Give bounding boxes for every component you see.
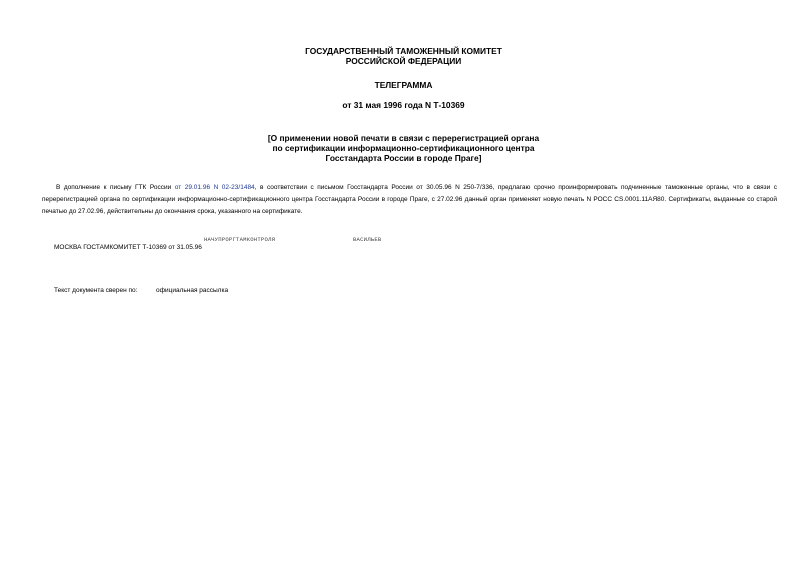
telegram-address: МОСКВА ГОСТАМКОМИТЕТ Т-10369 от 31.05.96 [54, 244, 202, 251]
title-line2: по сертификации информационно-сертификационного центра [272, 143, 535, 153]
verification-source: официальная рассылка [156, 287, 229, 294]
document-type: ТЕЛЕГРАММА [374, 80, 433, 90]
title-line1: [О применении новой печати в связи с перерегистрацией органа [267, 133, 540, 143]
document-header [0, 46, 807, 66]
body-paragraph [42, 182, 777, 218]
issuer-name-line2: РОССИЙСКОЙ ФЕДЕРАЦИИ [345, 56, 462, 66]
verification-label: Текст документа сверен по: [54, 287, 138, 294]
issuer-name-line1: ГОСУДАРСТВЕННЫЙ ТАМОЖЕННЫЙ КОМИТЕТ [305, 46, 502, 56]
title-line3: Госстандарта России в городе Праге] [325, 153, 482, 163]
document-date: от 31 мая 1996 года N Т-10369 [342, 100, 465, 110]
document-title [0, 133, 807, 163]
body-text-after-link: , в соответствии с письмом Госстандарта России от 30.05.96 N 250-7/336, предлагаю срочно проинформировать подчиненные таможенные органы, что в связи с перерегистрацией органа по сертификации информационно-сертификационного центра Госстандарта России в городе Праге, с 27.02.96 данный орган применяет новую печать N РОСС CS.0001.11АЯ80. Сертификаты, выданные со старой печатью до 27.02.96, действительны до окончания срока, указанного на сертификате. [42, 184, 777, 215]
signer-position: НАЧУПРОРГТАМКОНТРОЛЯ [204, 236, 276, 243]
signer-name: ВАСИЛЬЕВ [353, 236, 382, 243]
body-text-before-link: В дополнение к письму ГТК России [56, 184, 175, 191]
referenced-letter-link[interactable]: от 29.01.96 N 02-23/1484 [174, 184, 255, 191]
